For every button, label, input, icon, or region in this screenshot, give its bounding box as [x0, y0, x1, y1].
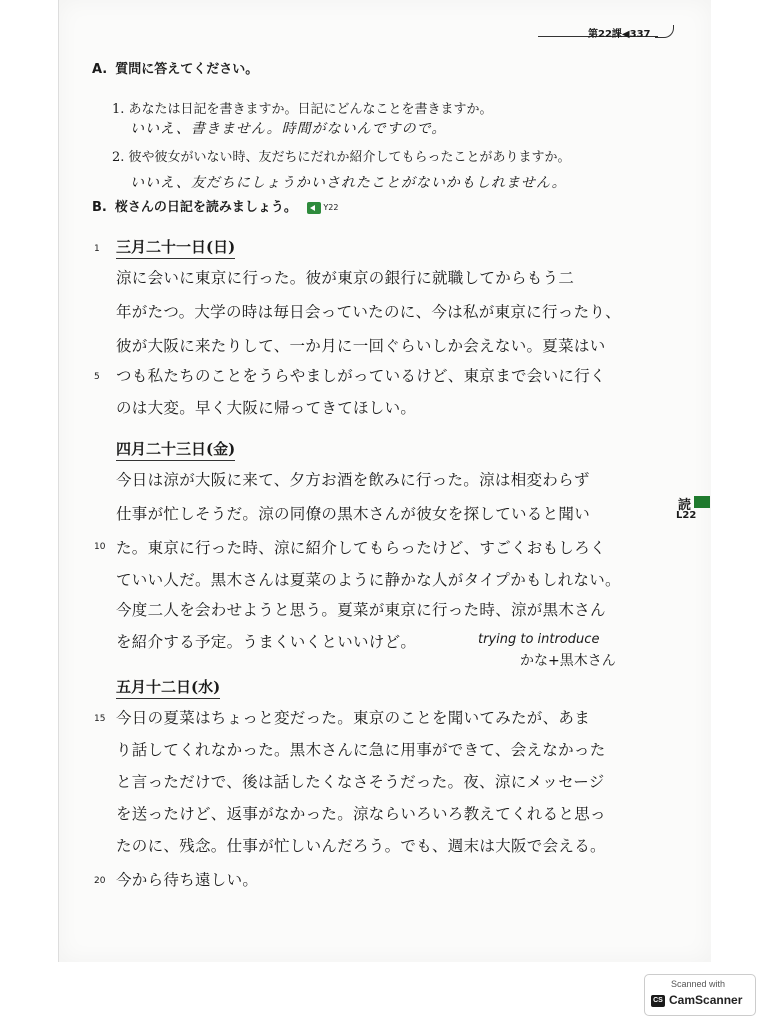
section-b-heading: [92, 196, 338, 215]
audio-icon[interactable]: [307, 202, 321, 214]
question-2: 2. 彼や彼女がいない時、友だちにだれか紹介してもらったことがありますか。: [112, 150, 571, 165]
camscanner-logo-icon: CS: [651, 995, 665, 1007]
scanner-name: CamScanner: [669, 993, 743, 1007]
line-number-10: 10: [94, 542, 106, 552]
entry-1-line-4: つも私たちのことをうらやましがっているけど、東京まで会いに行く: [116, 367, 606, 385]
margin-note-2: かな+黒木さん: [520, 653, 616, 669]
answer-1: いいえ、書きません。時間がないんですので。: [130, 121, 447, 137]
entry-2-date: 四月二十三日(金): [116, 438, 235, 461]
line-number-5: 5: [94, 372, 100, 382]
scanner-top-text: Scanned with: [671, 979, 726, 989]
entry-3-line-3: と言っただけで、後は話したくなさそうだった。夜、涼にメッセージ: [116, 773, 605, 791]
entry-3-date: 五月十二日(水): [116, 676, 220, 699]
section-b-title: 桜さんの日記を読みましょう。: [114, 200, 297, 215]
side-tab-block: [694, 496, 710, 508]
entry-3-line-6: 今から待ち遠しい。: [116, 871, 259, 889]
entry-2-line-2: 仕事が忙しそうだ。涼の同僚の黒木さんが彼女を探していると聞い: [116, 505, 591, 523]
entry-1-line-3: 彼が大阪に来たりして、一か月に一回ぐらいしか会えない。夏菜はい: [116, 337, 606, 355]
audio-code: Y22: [323, 203, 339, 212]
entry-3-line-5: たのに、残念。仕事が忙しいんだろう。でも、週末は大阪で会える。: [116, 837, 606, 855]
entry-2-line-3: た。東京に行った時、涼に紹介してもらったけど、すごくおもしろく: [116, 539, 606, 557]
entry-2-line-1: 今日は涼が大阪に来て、夕方お酒を飲みに行った。涼は相変わらず: [116, 471, 590, 489]
camscanner-badge: [644, 974, 756, 1016]
section-a-title: 質問に答えてください。: [115, 62, 259, 77]
margin-note-1: trying to introduce: [478, 632, 600, 647]
section-b-letter: B.: [92, 200, 107, 215]
section-a-letter: A.: [92, 62, 108, 77]
line-number-20: 20: [94, 876, 106, 886]
side-tab-char: 読: [678, 498, 692, 513]
page-number: 第22課◀337: [588, 29, 651, 40]
section-a-heading: [92, 58, 258, 77]
side-tab-lesson: L22: [676, 510, 697, 521]
entry-3-line-1: 今日の夏菜はちょっと変だった。東京のことを聞いてみたが、あま: [116, 709, 591, 727]
entry-1-date: 三月二十一日(日): [116, 236, 235, 259]
entry-3-line-4: を送ったけど、返事がなかった。涼ならいろいろ教えてくれると思っ: [116, 805, 606, 823]
entry-1-line-2: 年がたつ。大学の時は毎日会っていたのに、今は私が東京に行ったり、: [116, 303, 621, 321]
entry-1-line-1: 涼に会いに東京に行った。彼が東京の銀行に就職してからもう二: [116, 269, 575, 287]
question-1: 1. あなたは日記を書きますか。日記にどんなことを書きますか。: [112, 102, 493, 117]
entry-2-line-4: ていい人だ。黒木さんは夏菜のように静かな人がタイプかもしれない。: [116, 571, 621, 589]
line-number-15: 15: [94, 714, 106, 724]
lesson-side-tab: [672, 494, 710, 524]
entry-2-line-6: を紹介する予定。うまくいくといいけど。: [116, 633, 417, 651]
answer-2: いいえ、友だちにしょうかいされたことがないかもしれません。: [130, 175, 567, 191]
entry-1-line-5: のは大変。早く大阪に帰ってきてほしい。: [116, 399, 417, 417]
entry-2-line-5: 今度二人を会わせようと思う。夏菜が東京に行った時、涼が黒木さん: [116, 601, 606, 619]
line-number-1: 1: [94, 244, 100, 254]
entry-3-line-2: り話してくれなかった。黒木さんに急に用事ができて、会えなかった: [116, 741, 606, 759]
